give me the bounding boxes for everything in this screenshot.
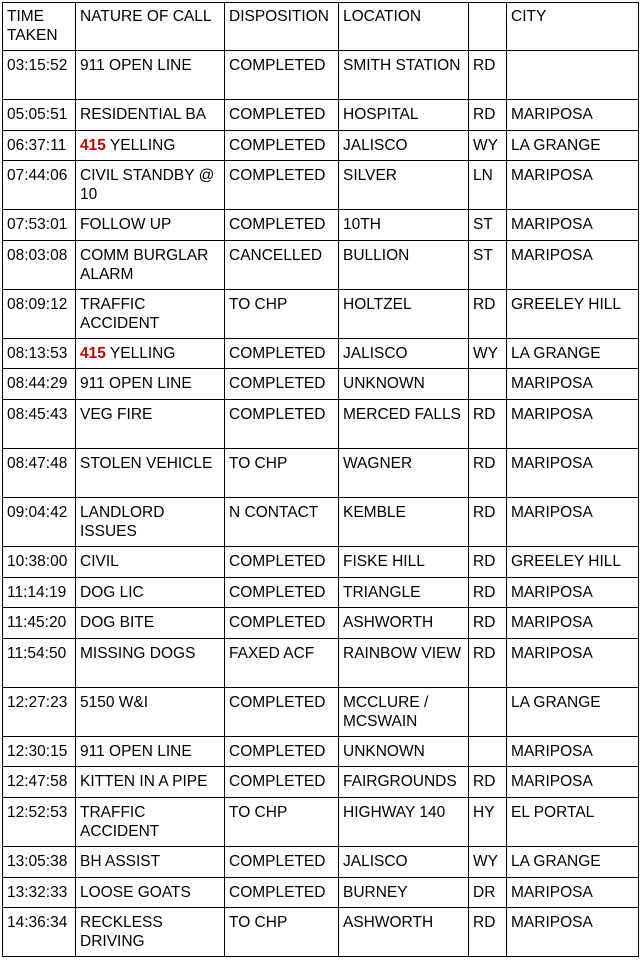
header-nature: NATURE OF CALL — [76, 3, 225, 51]
table-row — [3, 608, 639, 639]
time-cell: 13:32:33 — [3, 878, 76, 908]
city-cell: MARIPOSA — [507, 608, 639, 639]
nature-text: LANDLORD ISSUES — [80, 504, 165, 540]
table-row — [3, 498, 639, 547]
location-cell: FAIRGROUNDS — [339, 767, 469, 798]
table-row — [3, 131, 639, 161]
nature-cell — [76, 608, 225, 639]
header-city: CITY — [507, 3, 639, 51]
disposition-cell: CANCELLED — [225, 241, 339, 290]
time-cell: 08:09:12 — [3, 290, 76, 339]
suffix-cell: RD — [469, 639, 507, 688]
disposition-cell: COMPLETED — [225, 369, 339, 400]
city-cell: GREELEY HILL — [507, 547, 639, 578]
disposition-cell: COMPLETED — [225, 688, 339, 737]
table-row — [3, 100, 639, 131]
nature-text: 5150 W&I — [80, 694, 149, 711]
disposition-cell: TO CHP — [225, 908, 339, 957]
suffix-cell: ST — [469, 241, 507, 290]
location-cell: TRIANGLE — [339, 578, 469, 608]
city-cell: MARIPOSA — [507, 449, 639, 498]
table-row — [3, 878, 639, 908]
time-cell: 12:47:58 — [3, 767, 76, 798]
header-suffix — [469, 3, 507, 51]
suffix-cell: WY — [469, 131, 507, 161]
disposition-cell: COMPLETED — [225, 161, 339, 210]
nature-text: YELLING — [105, 345, 176, 362]
nature-cell — [76, 241, 225, 290]
suffix-cell: RD — [469, 400, 507, 449]
disposition-cell: COMPLETED — [225, 878, 339, 908]
time-cell: 08:44:29 — [3, 369, 76, 400]
city-cell: EL PORTAL — [507, 798, 639, 847]
nature-cell — [76, 767, 225, 798]
city-cell: MARIPOSA — [507, 210, 639, 241]
location-cell: FISKE HILL — [339, 547, 469, 578]
nature-text: TRAFFIC ACCIDENT — [80, 296, 160, 332]
header-row — [3, 3, 639, 51]
table-row — [3, 400, 639, 449]
nature-text: CIVIL STANDBY @ 10 — [80, 167, 215, 203]
time-cell: 06:37:11 — [3, 131, 76, 161]
disposition-cell: N CONTACT — [225, 498, 339, 547]
location-cell: BULLION — [339, 241, 469, 290]
time-cell: 12:30:15 — [3, 737, 76, 767]
nature-text: 911 OPEN LINE — [80, 375, 192, 392]
table-row — [3, 767, 639, 798]
disposition-cell: TO CHP — [225, 798, 339, 847]
table-row — [3, 369, 639, 400]
location-cell: RAINBOW VIEW — [339, 639, 469, 688]
nature-cell — [76, 908, 225, 957]
nature-cell — [76, 449, 225, 498]
table-row — [3, 290, 639, 339]
city-cell: MARIPOSA — [507, 400, 639, 449]
suffix-cell: LN — [469, 161, 507, 210]
city-cell: MARIPOSA — [507, 578, 639, 608]
time-cell: 03:15:52 — [3, 51, 76, 100]
table-row — [3, 339, 639, 369]
nature-cell — [76, 161, 225, 210]
suffix-cell — [469, 688, 507, 737]
city-cell: LA GRANGE — [507, 339, 639, 369]
nature-text: DOG LIC — [80, 584, 144, 601]
nature-text: CIVIL — [80, 553, 119, 570]
nature-cell — [76, 290, 225, 339]
table-row — [3, 449, 639, 498]
disposition-cell: COMPLETED — [225, 767, 339, 798]
table-row — [3, 798, 639, 847]
time-cell: 08:45:43 — [3, 400, 76, 449]
location-cell: 10TH — [339, 210, 469, 241]
city-cell: LA GRANGE — [507, 688, 639, 737]
nature-cell — [76, 639, 225, 688]
call-log-table — [2, 2, 639, 957]
location-cell: ASHWORTH — [339, 608, 469, 639]
nature-cell — [76, 547, 225, 578]
city-cell: MARIPOSA — [507, 878, 639, 908]
city-cell: MARIPOSA — [507, 161, 639, 210]
table-row — [3, 547, 639, 578]
location-cell: KEMBLE — [339, 498, 469, 547]
suffix-cell: RD — [469, 290, 507, 339]
disposition-cell: COMPLETED — [225, 847, 339, 878]
time-cell: 11:54:50 — [3, 639, 76, 688]
city-cell: MARIPOSA — [507, 737, 639, 767]
suffix-cell: DR — [469, 878, 507, 908]
disposition-cell: TO CHP — [225, 449, 339, 498]
table-row — [3, 241, 639, 290]
suffix-cell: RD — [469, 449, 507, 498]
time-cell: 13:05:38 — [3, 847, 76, 878]
disposition-cell: COMPLETED — [225, 51, 339, 100]
table-row — [3, 688, 639, 737]
city-cell: MARIPOSA — [507, 369, 639, 400]
table-row — [3, 847, 639, 878]
nature-cell — [76, 878, 225, 908]
suffix-cell — [469, 737, 507, 767]
table-row — [3, 737, 639, 767]
time-cell: 07:53:01 — [3, 210, 76, 241]
city-cell: MARIPOSA — [507, 639, 639, 688]
nature-text: COMM BURGLAR ALARM — [80, 247, 209, 283]
nature-text: KITTEN IN A PIPE — [80, 773, 208, 790]
header-location: LOCATION — [339, 3, 469, 51]
city-cell: MARIPOSA — [507, 767, 639, 798]
disposition-cell: TO CHP — [225, 290, 339, 339]
time-cell: 12:27:23 — [3, 688, 76, 737]
time-cell: 14:36:34 — [3, 908, 76, 957]
header-time: TIME TAKEN — [3, 3, 76, 51]
suffix-cell: WY — [469, 339, 507, 369]
suffix-cell: RD — [469, 51, 507, 100]
nature-text: 911 OPEN LINE — [80, 57, 192, 74]
nature-cell — [76, 578, 225, 608]
nature-text: MISSING DOGS — [80, 645, 196, 662]
nature-text: RESIDENTIAL BA — [80, 106, 207, 123]
nature-cell — [76, 847, 225, 878]
time-cell: 07:44:06 — [3, 161, 76, 210]
nature-cell — [76, 210, 225, 241]
nature-text: FOLLOW UP — [80, 216, 172, 233]
nature-cell — [76, 498, 225, 547]
location-cell: UNKNOWN — [339, 737, 469, 767]
location-cell: MERCED FALLS — [339, 400, 469, 449]
city-cell: GREELEY HILL — [507, 290, 639, 339]
suffix-cell: RD — [469, 100, 507, 131]
disposition-cell: COMPLETED — [225, 608, 339, 639]
location-cell: HOSPITAL — [339, 100, 469, 131]
suffix-cell: RD — [469, 547, 507, 578]
nature-cell — [76, 51, 225, 100]
nature-text: BH ASSIST — [80, 853, 161, 870]
nature-text: 911 OPEN LINE — [80, 743, 192, 760]
nature-text: YELLING — [105, 137, 176, 154]
time-cell: 09:04:42 — [3, 498, 76, 547]
location-cell: BURNEY — [339, 878, 469, 908]
time-cell: 05:05:51 — [3, 100, 76, 131]
disposition-cell: COMPLETED — [225, 400, 339, 449]
location-cell: HOLTZEL — [339, 290, 469, 339]
city-cell: MARIPOSA — [507, 908, 639, 957]
nature-text: TRAFFIC ACCIDENT — [80, 804, 160, 840]
suffix-cell: RD — [469, 767, 507, 798]
nature-cell — [76, 131, 225, 161]
suffix-cell: HY — [469, 798, 507, 847]
table-row — [3, 161, 639, 210]
city-cell: LA GRANGE — [507, 847, 639, 878]
time-cell: 08:13:53 — [3, 339, 76, 369]
city-cell — [507, 51, 639, 100]
disposition-cell: COMPLETED — [225, 578, 339, 608]
suffix-cell: ST — [469, 210, 507, 241]
time-cell: 08:47:48 — [3, 449, 76, 498]
time-cell: 12:52:53 — [3, 798, 76, 847]
disposition-cell: COMPLETED — [225, 131, 339, 161]
location-cell: ASHWORTH — [339, 908, 469, 957]
code-highlight: 415 — [80, 345, 106, 362]
nature-cell — [76, 798, 225, 847]
time-cell: 08:03:08 — [3, 241, 76, 290]
city-cell: MARIPOSA — [507, 241, 639, 290]
suffix-cell: RD — [469, 608, 507, 639]
header-disposition: DISPOSITION — [225, 3, 339, 51]
nature-cell — [76, 339, 225, 369]
location-cell: MCCLURE / MCSWAIN — [339, 688, 469, 737]
disposition-cell: COMPLETED — [225, 100, 339, 131]
location-cell: SILVER — [339, 161, 469, 210]
city-cell: LA GRANGE — [507, 131, 639, 161]
disposition-cell: COMPLETED — [225, 737, 339, 767]
disposition-cell: COMPLETED — [225, 339, 339, 369]
nature-cell — [76, 737, 225, 767]
location-cell: JALISCO — [339, 847, 469, 878]
suffix-cell — [469, 369, 507, 400]
nature-text: DOG BITE — [80, 614, 155, 631]
suffix-cell: WY — [469, 847, 507, 878]
table-row — [3, 908, 639, 957]
time-cell: 11:14:19 — [3, 578, 76, 608]
nature-text: STOLEN VEHICLE — [80, 455, 213, 472]
time-cell: 10:38:00 — [3, 547, 76, 578]
nature-text: RECKLESS DRIVING — [80, 914, 163, 950]
table-row — [3, 51, 639, 100]
disposition-cell: COMPLETED — [225, 547, 339, 578]
city-cell: MARIPOSA — [507, 498, 639, 547]
location-cell: JALISCO — [339, 131, 469, 161]
location-cell: HIGHWAY 140 — [339, 798, 469, 847]
table-row — [3, 639, 639, 688]
location-cell: WAGNER — [339, 449, 469, 498]
suffix-cell: RD — [469, 908, 507, 957]
disposition-cell: COMPLETED — [225, 210, 339, 241]
time-cell: 11:45:20 — [3, 608, 76, 639]
code-highlight: 415 — [80, 137, 106, 154]
nature-cell — [76, 688, 225, 737]
city-cell: MARIPOSA — [507, 100, 639, 131]
suffix-cell: RD — [469, 578, 507, 608]
nature-text: VEG FIRE — [80, 406, 153, 423]
nature-text: LOOSE GOATS — [80, 884, 191, 901]
location-cell: UNKNOWN — [339, 369, 469, 400]
table-row — [3, 578, 639, 608]
location-cell: SMITH STATION — [339, 51, 469, 100]
table-row — [3, 210, 639, 241]
nature-cell — [76, 100, 225, 131]
disposition-cell: FAXED ACF — [225, 639, 339, 688]
nature-cell — [76, 400, 225, 449]
nature-cell — [76, 369, 225, 400]
location-cell: JALISCO — [339, 339, 469, 369]
suffix-cell: RD — [469, 498, 507, 547]
